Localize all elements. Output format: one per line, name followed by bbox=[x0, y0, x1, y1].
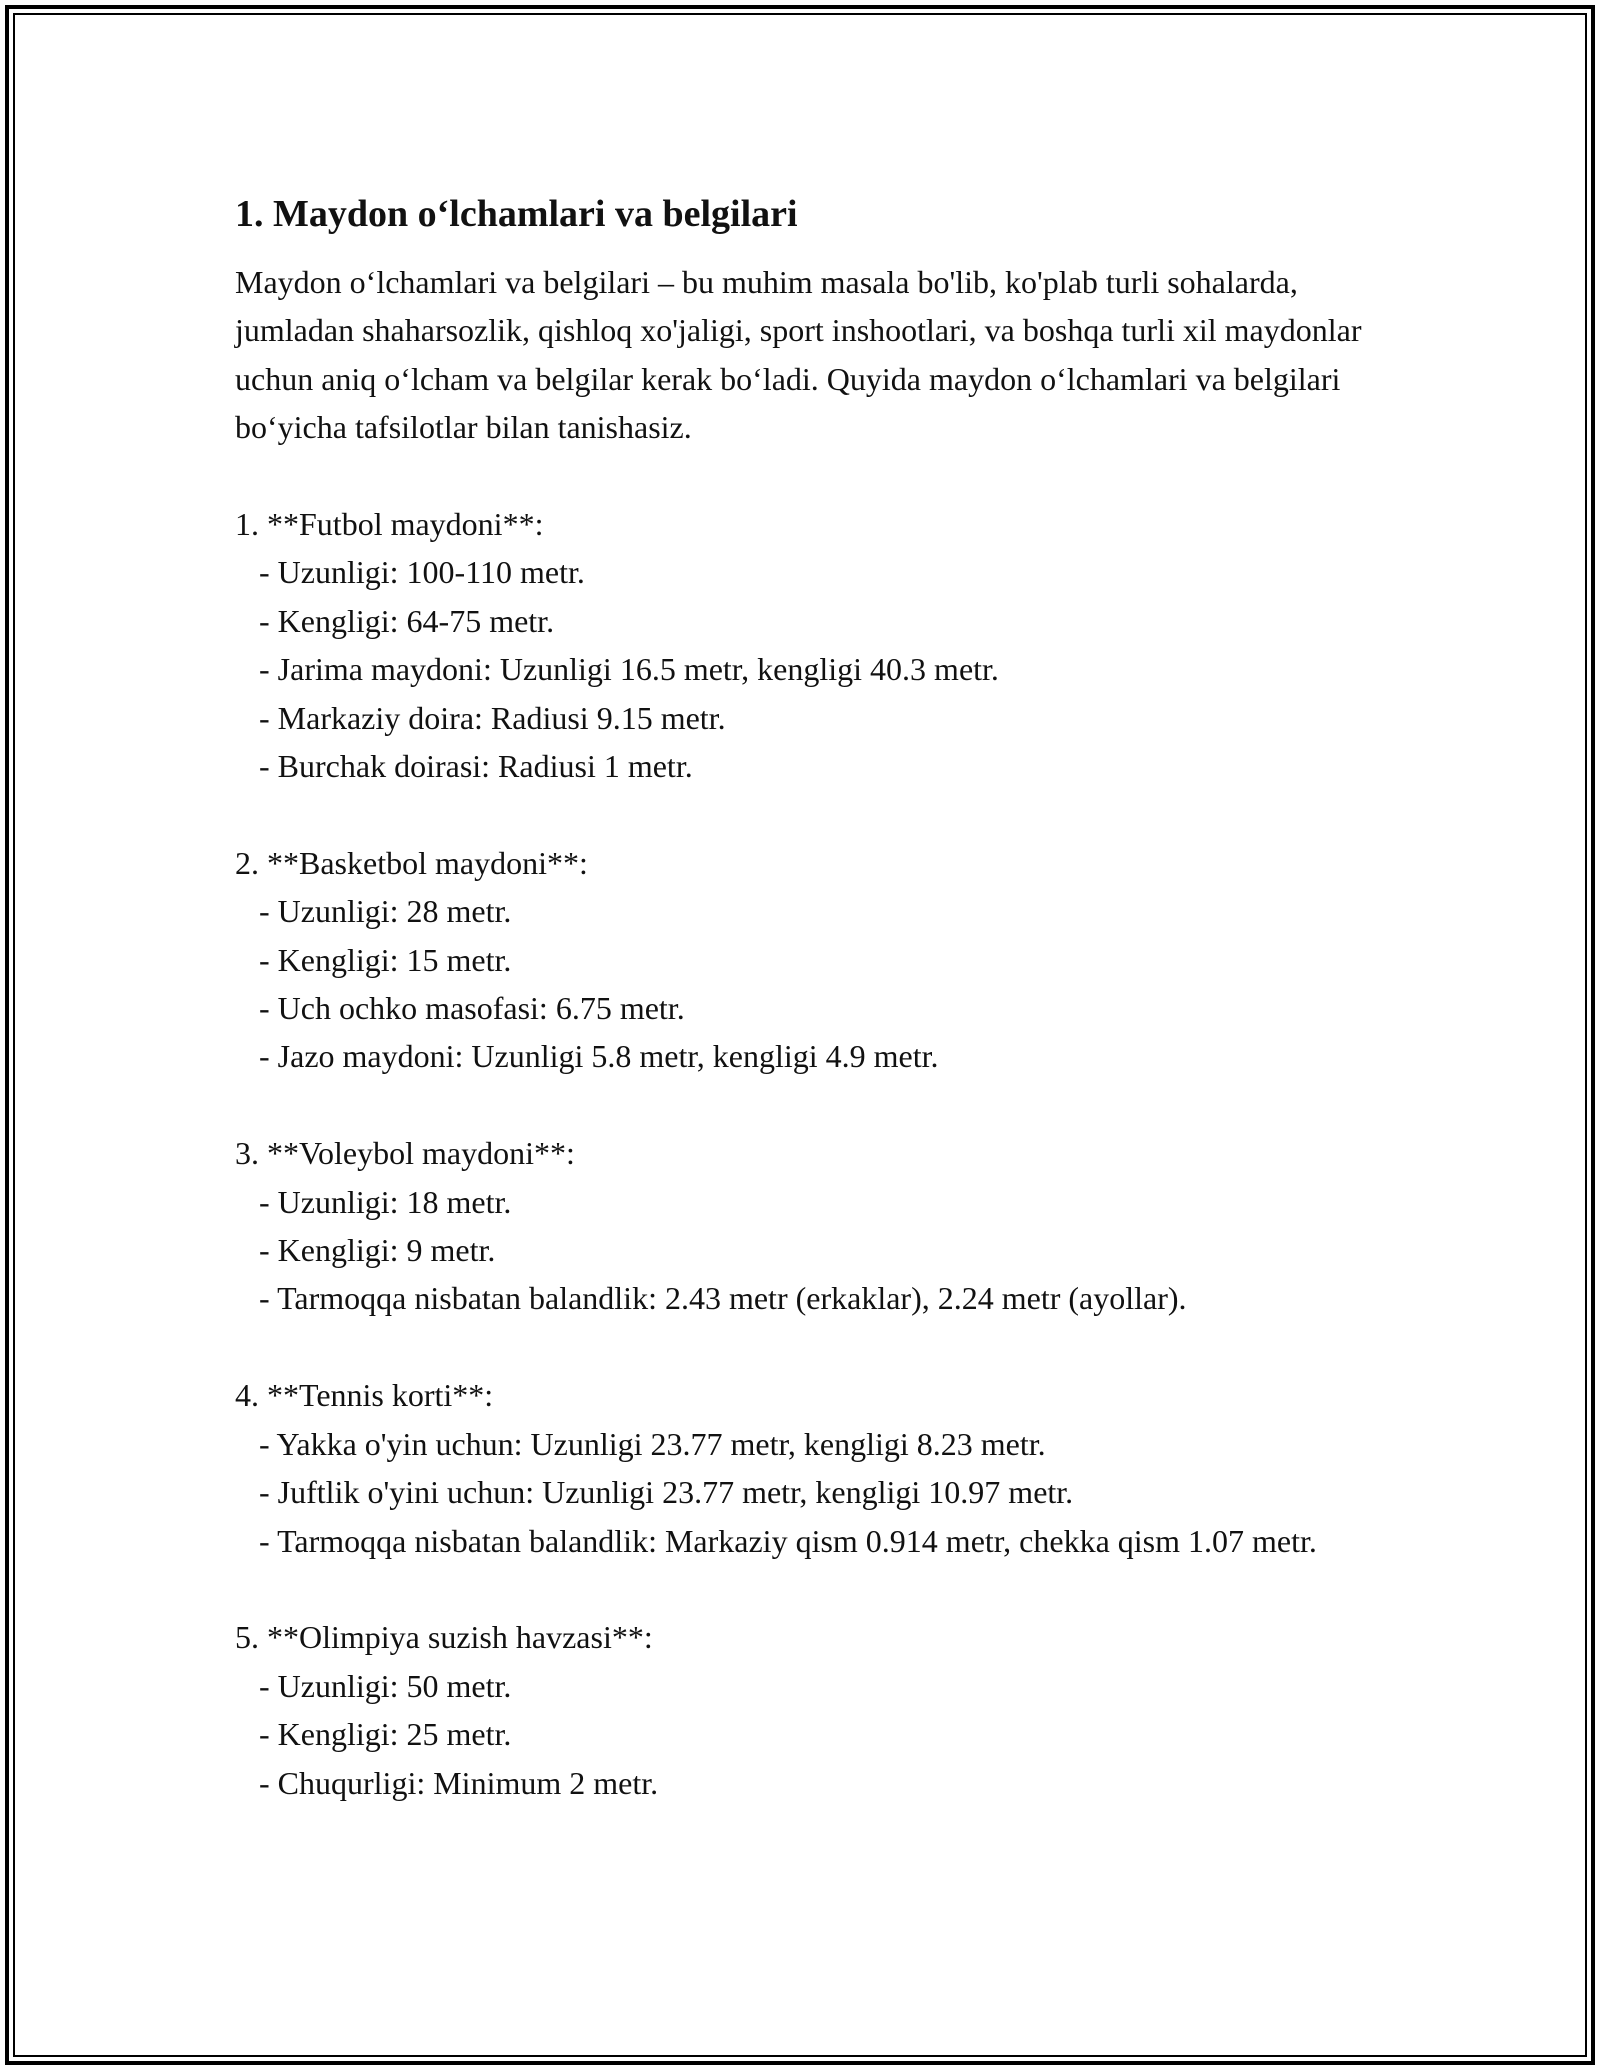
list-item: - Uzunligi: 50 metr. bbox=[235, 1667, 512, 1704]
intro-paragraph: Maydon o‘lchamlari va belgilari – bu muhim masala bo'lib, ko'plab turli sohalarda, jumladan shaharsozlik, qishloq xo'jaligi, sport inshootlari, va boshqa turli xil maydonlar uchun aniq o‘lcham va belgilar kerak bo‘ladi. Quyida maydon o‘lchamlari va belgilari bo‘yicha tafsilotlar bilan tanishasiz. bbox=[235, 264, 1362, 446]
list-item: - Uzunligi: 100-110 metr. bbox=[235, 554, 585, 591]
section-voleybol bbox=[235, 1129, 1385, 1323]
document-body bbox=[235, 188, 1385, 1807]
list-item: - Kengligi: 25 metr. bbox=[235, 1716, 512, 1753]
list-item: - Kengligi: 15 metr. bbox=[235, 941, 512, 978]
list-item: - Uch ochko masofasi: 6.75 metr. bbox=[235, 990, 685, 1027]
section-heading: 3. **Voleybol maydoni**: bbox=[235, 1135, 575, 1172]
section-heading: 2. **Basketbol maydoni**: bbox=[235, 844, 588, 881]
section-heading: 4. **Tennis korti**: bbox=[235, 1377, 494, 1414]
list-item: - Kengligi: 9 metr. bbox=[235, 1232, 496, 1269]
list-item: - Markaziy doira: Radiusi 9.15 metr. bbox=[235, 699, 726, 736]
list-item: - Uzunligi: 28 metr. bbox=[235, 893, 512, 930]
list-item: - Juftlik o'yini uchun: Uzunligi 23.77 metr, kengligi 10.97 metr. bbox=[235, 1474, 1074, 1511]
list-item: - Tarmoqqa nisbatan balandlik: Markaziy qism 0.914 metr, chekka qism 1.07 metr. bbox=[235, 1522, 1317, 1559]
list-item: - Jarima maydoni: Uzunligi 16.5 metr, kengligi 40.3 metr. bbox=[235, 651, 999, 688]
section-tennis bbox=[235, 1371, 1385, 1565]
list-item: - Yakka o'yin uchun: Uzunligi 23.77 metr, kengligi 8.23 metr. bbox=[235, 1425, 1046, 1462]
section-suzish-havzasi bbox=[235, 1613, 1385, 1807]
section-basketbol bbox=[235, 839, 1385, 1081]
section-heading: 1. **Futbol maydoni**: bbox=[235, 506, 544, 543]
list-item: - Burchak doirasi: Radiusi 1 metr. bbox=[235, 748, 693, 785]
section-futbol bbox=[235, 500, 1385, 790]
list-item: - Uzunligi: 18 metr. bbox=[235, 1183, 512, 1220]
list-item: - Kengligi: 64-75 metr. bbox=[235, 602, 555, 639]
list-item: - Jazo maydoni: Uzunligi 5.8 metr, kengligi 4.9 metr. bbox=[235, 1038, 939, 1075]
list-item: - Chuqurligi: Minimum 2 metr. bbox=[235, 1764, 659, 1801]
section-heading: 5. **Olimpiya suzish havzasi**: bbox=[235, 1619, 653, 1656]
document-title: 1. Maydon o‘lchamlari va belgilari bbox=[235, 193, 798, 235]
list-item: - Tarmoqqa nisbatan balandlik: 2.43 metr (erkaklar), 2.24 metr (ayollar). bbox=[235, 1280, 1187, 1317]
